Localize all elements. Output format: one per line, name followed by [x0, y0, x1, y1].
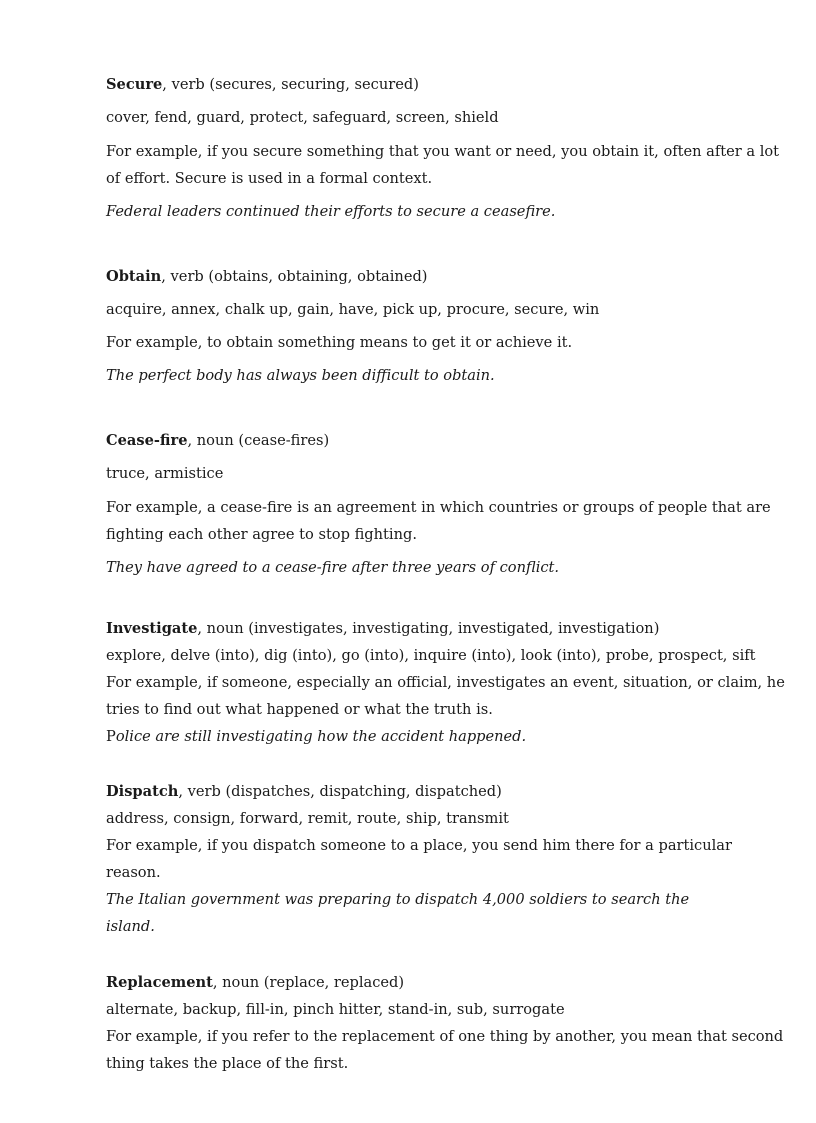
definition-line: fighting each other agree to stop fighting. — [106, 526, 417, 543]
synonyms: cover, fend, guard, protect, safeguard, screen, shield — [106, 109, 499, 126]
definition-line: tries to find out what happened or what the truth is. — [106, 701, 493, 718]
grammar-info: , verb (dispatches, dispatching, dispatched) — [178, 783, 502, 800]
synonyms: acquire, annex, chalk up, gain, have, pick up, procure, secure, win — [106, 301, 600, 318]
example-text: olice are still investigating how the accident happened. — [115, 728, 527, 745]
definition-line: For example, if you dispatch someone to a place, you send him there for a particular — [106, 837, 732, 854]
example-lead-letter: P — [106, 728, 116, 745]
synonyms: address, consign, forward, remit, route, ship, transmit — [106, 810, 509, 827]
example-sentence: island. — [106, 918, 155, 935]
definition-line: For example, if someone, especially an official, investigates an event, situation, or claim, he — [106, 674, 785, 691]
definition-line: reason. — [106, 864, 161, 881]
definition-line: For example, if you secure something that you want or need, you obtain it, often after a lot — [106, 143, 780, 160]
entry-heading-investigate — [106, 619, 659, 639]
grammar-info: , verb (obtains, obtaining, obtained) — [161, 268, 428, 285]
headword: Cease-fire — [106, 432, 188, 449]
headword: Secure — [106, 76, 163, 93]
synonyms: explore, delve (into), dig (into), go (into), inquire (into), look (into), probe, prospect, sift — [106, 647, 756, 664]
example-sentence: The Italian government was preparing to dispatch 4,000 soldiers to search the — [106, 891, 690, 908]
definition-line: For example, to obtain something means to get it or achieve it. — [106, 334, 573, 351]
grammar-info: , noun (investigates, investigating, investigated, investigation) — [197, 620, 660, 637]
headword: Investigate — [106, 620, 198, 637]
synonyms: truce, armistice — [106, 465, 224, 482]
entry-heading-replacement — [106, 973, 404, 993]
example-sentence: They have agreed to a cease-fire after three years of conflict. — [106, 559, 560, 576]
entry-heading-secure — [106, 75, 419, 95]
synonyms: alternate, backup, fill-in, pinch hitter, stand-in, sub, surrogate — [106, 1001, 565, 1018]
definition-line: of effort. Secure is used in a formal context. — [106, 170, 433, 187]
example-sentence: Federal leaders continued their efforts to secure a ceasefire. — [106, 203, 556, 220]
definition-line: For example, if you refer to the replacement of one thing by another, you mean that second — [106, 1028, 784, 1045]
example-sentence: The perfect body has always been difficult to obtain. — [106, 367, 495, 384]
entry-heading-dispatch — [106, 782, 502, 802]
grammar-info: , verb (secures, securing, secured) — [162, 76, 419, 93]
headword: Replacement — [106, 974, 213, 991]
headword: Dispatch — [106, 783, 179, 800]
entry-heading-obtain — [106, 267, 428, 287]
example-sentence — [106, 727, 526, 747]
entry-heading-cease-fire — [106, 431, 329, 451]
grammar-info: , noun (cease-fires) — [187, 432, 330, 449]
definition-line: thing takes the place of the first. — [106, 1055, 349, 1072]
definition-line: For example, a cease-fire is an agreement in which countries or groups of people that are — [106, 499, 771, 516]
headword: Obtain — [106, 268, 162, 285]
grammar-info: , noun (replace, replaced) — [212, 974, 405, 991]
